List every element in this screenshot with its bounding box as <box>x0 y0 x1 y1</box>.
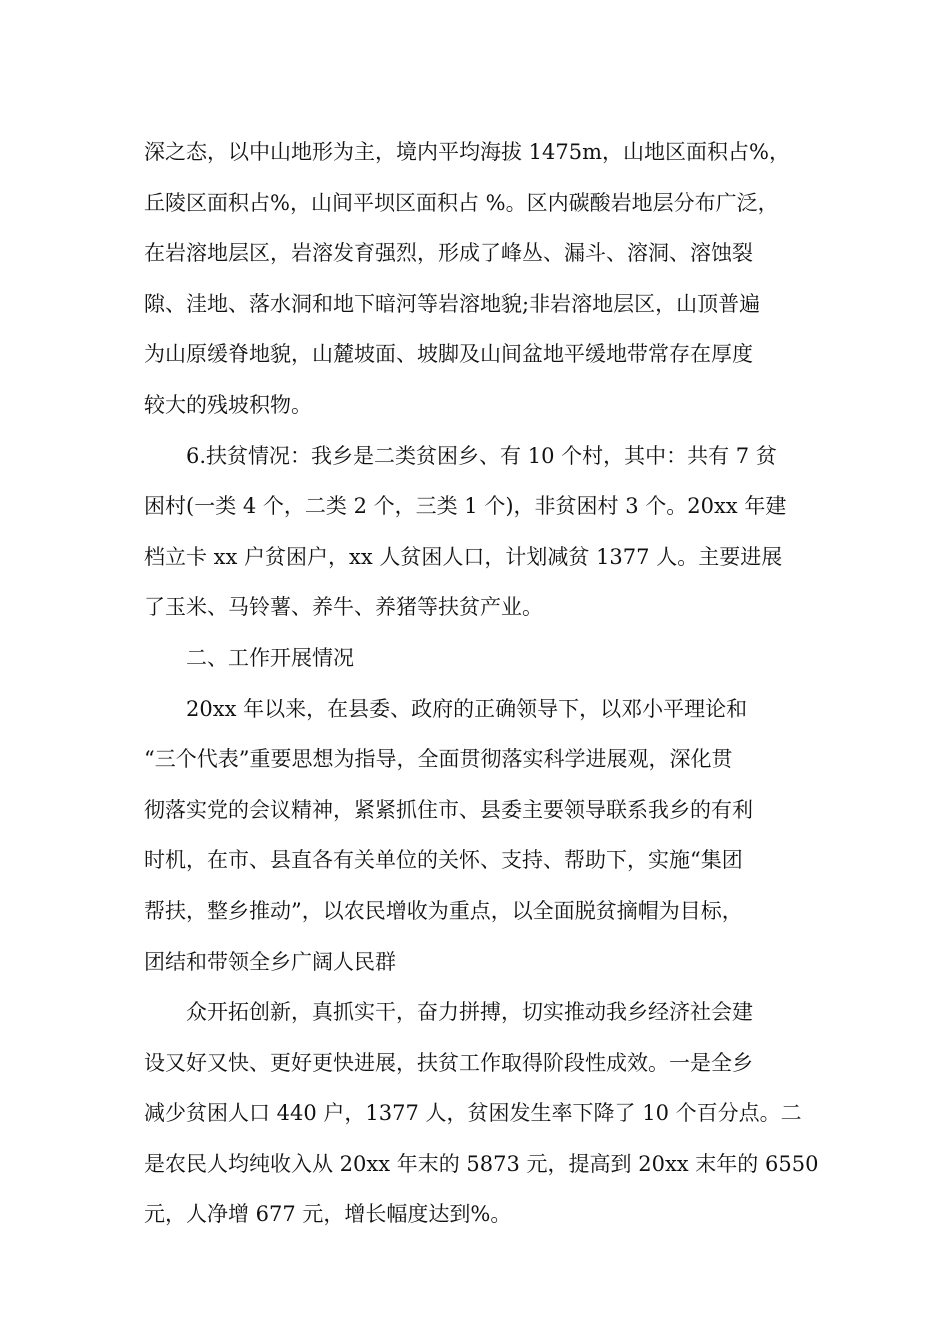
text-line: 设又好又快、更好更快进展，扶贫工作取得阶段性成效。一是全乡 <box>144 1050 753 1075</box>
text-line: 减少贫困人口 440 户，1377 人，贫困发生率下降了 10 个百分点。二 <box>144 1101 802 1126</box>
text-line: 帮扶，整乡推动”，以农民增收为重点，以全面脱贫摘帽为目标， <box>144 898 743 923</box>
text-line: 时机，在市、县直各有关单位的关怀、支持、帮助下，实施“集团 <box>144 848 743 873</box>
text-line: 了玉米、马铃薯、养牛、养猪等扶贫产业。 <box>144 595 543 620</box>
text-line: 团结和带领全乡广阔人民群 <box>144 949 396 974</box>
text-line: 是农民人均纯收入从 20xx 年末的 5873 元，提高到 20xx 末年的 6550 <box>144 1151 819 1176</box>
document-body <box>144 127 819 1240</box>
text-line: 20xx 年以来，在县委、政府的正确领导下，以邓小平理论和 <box>186 696 748 721</box>
terrain-paragraph <box>144 127 814 431</box>
section-heading <box>144 633 814 684</box>
text-line: 元，人净增 677 元，增长幅度达到%。 <box>144 1202 512 1227</box>
text-line: 丘陵区面积占%，山间平坝区面积占 %。区内碳酸岩地层分布广泛， <box>144 190 779 215</box>
text-line: 众开拓创新，真抓实干，奋力拼搏，切实推动我乡经济社会建 <box>186 1000 753 1025</box>
poverty-paragraph <box>144 431 814 633</box>
text-line: 困村(一类 4 个，二类 2 个，三类 1 个)，非贫困村 3 个。20xx 年建 <box>144 494 787 519</box>
text-line: “三个代表”重要思想为指导，全面贯彻落实科学进展观，深化贯 <box>144 747 733 772</box>
text-line: 6.扶贫情况：我乡是二类贫困乡、有 10 个村，其中：共有 7 贫 <box>186 443 777 468</box>
text-line: 为山原缓脊地貌，山麓坡面、坡脚及山间盆地平缓地带常存在厚度 <box>144 342 753 367</box>
text-line: 彻落实党的会议精神，紧紧抓住市、县委主要领导联系我乡的有利 <box>144 797 753 822</box>
text-line: 较大的残坡积物。 <box>144 392 312 417</box>
leadership-paragraph <box>144 684 814 988</box>
text-line: 档立卡 xx 户贫困户，xx 人贫困人口，计划减贫 1377 人。主要进展 <box>144 544 783 569</box>
text-line: 深之态，以中山地形为主，境内平均海拔 1475m，山地区面积占%， <box>144 140 790 164</box>
results-paragraph <box>144 987 819 1240</box>
text-line: 二、工作开展情况 <box>186 645 354 670</box>
text-line: 在岩溶地层区，岩溶发育强烈，形成了峰丛、漏斗、溶洞、溶蚀裂 <box>144 241 753 266</box>
text-line: 隙、洼地、落水洞和地下暗河等岩溶地貌;非岩溶地层区，山顶普遍 <box>144 291 761 316</box>
